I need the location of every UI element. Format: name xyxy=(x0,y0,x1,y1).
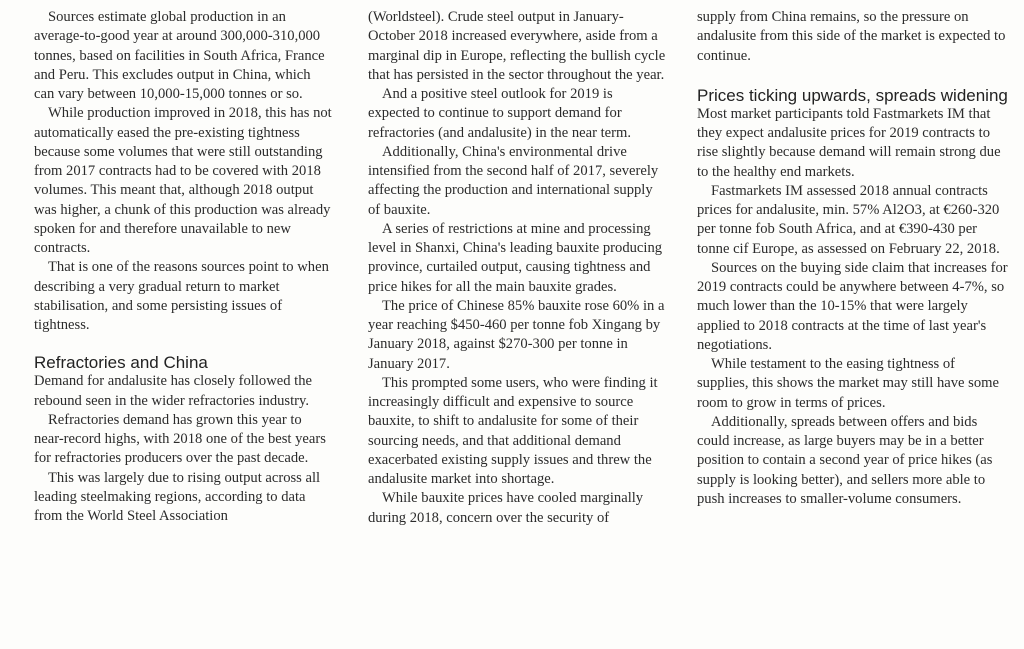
paragraph: This was largely due to rising output across all leading steelmaking regions, according to data from the World Steel Association xyxy=(34,469,321,524)
column-1 xyxy=(34,8,334,526)
paragraph: While testament to the easing tightness of supplies, this shows the market may still have some room to grow in terms of prices. xyxy=(697,356,999,411)
paragraph: Fastmarkets IM assessed 2018 annual contracts prices for andalusite, min. 57% Al2O3, at €260-320 per tonne fob South Africa, and at €390-430 per tonne cif Europe, as assessed on February 22, 2018. xyxy=(697,182,1000,257)
paragraph: This prompted some users, who were finding it increasingly difficult and expensive to source bauxite, to shift to andalusite for some of their sourcing needs, and that additional demand exacerbated existing supply issues and threw the andalusite market into shortage. xyxy=(368,374,658,487)
paragraph: Refractories demand has grown this year to near-record highs, with 2018 one of the best years for refractories producers over the past decade. xyxy=(34,411,326,467)
paragraph: The price of Chinese 85% bauxite rose 60% in a year reaching $450-460 per tonne fob Xingang by January 2018, against $270-300 per tonne in January 2017. xyxy=(368,297,665,372)
paragraph: While production improved in 2018, this has not automatically eased the pre-existing tightness because some volumes that were still outstanding from 2017 contracts had to be covered with 2018 volumes. This meant that, although 2018 output was higher, a chunk of this production was already spoken for and therefore unavailable to new contracts. xyxy=(34,105,332,256)
section-heading-prices: Prices ticking upwards, spreads widening xyxy=(697,85,1008,105)
paragraph: Sources estimate global production in an average-to-good year at around 300,000-310,000 tonnes, based on facilities in South Africa, France and Peru. This excludes output in China, which can vary between 10,000-15,000 tonnes or so. xyxy=(34,9,325,102)
paragraph: A series of restrictions at mine and processing level in Shanxi, China's leading bauxite producing province, curtailed output, causing tightness and price hikes for all the main bauxite grades. xyxy=(368,220,663,295)
column-2 xyxy=(368,8,666,528)
paragraph: Most market participants told Fastmarkets IM that they expect andalusite prices for 2019 contracts to rise slightly because demand will remain strong due to the healthy end markets. xyxy=(697,105,1001,180)
paragraph-continued: (Worldsteel). Crude steel output in January-October 2018 increased everywhere, aside from a marginal dip in Europe, reflecting the bullish cycle that has persisted in the sector throughout the year. xyxy=(368,9,666,83)
paragraph: Demand for andalusite has closely followed the rebound seen in the wider refractories industry. xyxy=(34,373,313,409)
paragraph: That is one of the reasons sources point to when describing a very gradual return to market stabilisation, and some persisting issues of tightness. xyxy=(34,259,329,333)
paragraph: Sources on the buying side claim that increases for 2019 contracts could be anywhere between 4-7%, so much lower than the 10-15% that were largely applied to 2018 contracts at the time of last year's negotiations. xyxy=(697,259,1008,353)
paragraph: Additionally, spreads between offers and bids could increase, as large buyers may be in a better position to contain a second year of price hikes (as supply is looking better), and sellers more able to push increases to smaller-volume consumers. xyxy=(697,413,993,507)
column-3 xyxy=(697,8,1009,509)
paragraph: And a positive steel outlook for 2019 is expected to continue to support demand for refractories (and andalusite) in the near term. xyxy=(368,86,631,141)
paragraph-continued: supply from China remains, so the pressure on andalusite from this side of the market is expected to continue. xyxy=(697,9,1006,64)
paragraph: Additionally, China's environmental drive intensified from the second half of 2017, severely affecting the production and international supply of bauxite. xyxy=(368,143,659,218)
section-heading-refractories: Refractories and China xyxy=(34,353,208,373)
paragraph: While bauxite prices have cooled marginally during 2018, concern over the security of xyxy=(368,490,644,526)
